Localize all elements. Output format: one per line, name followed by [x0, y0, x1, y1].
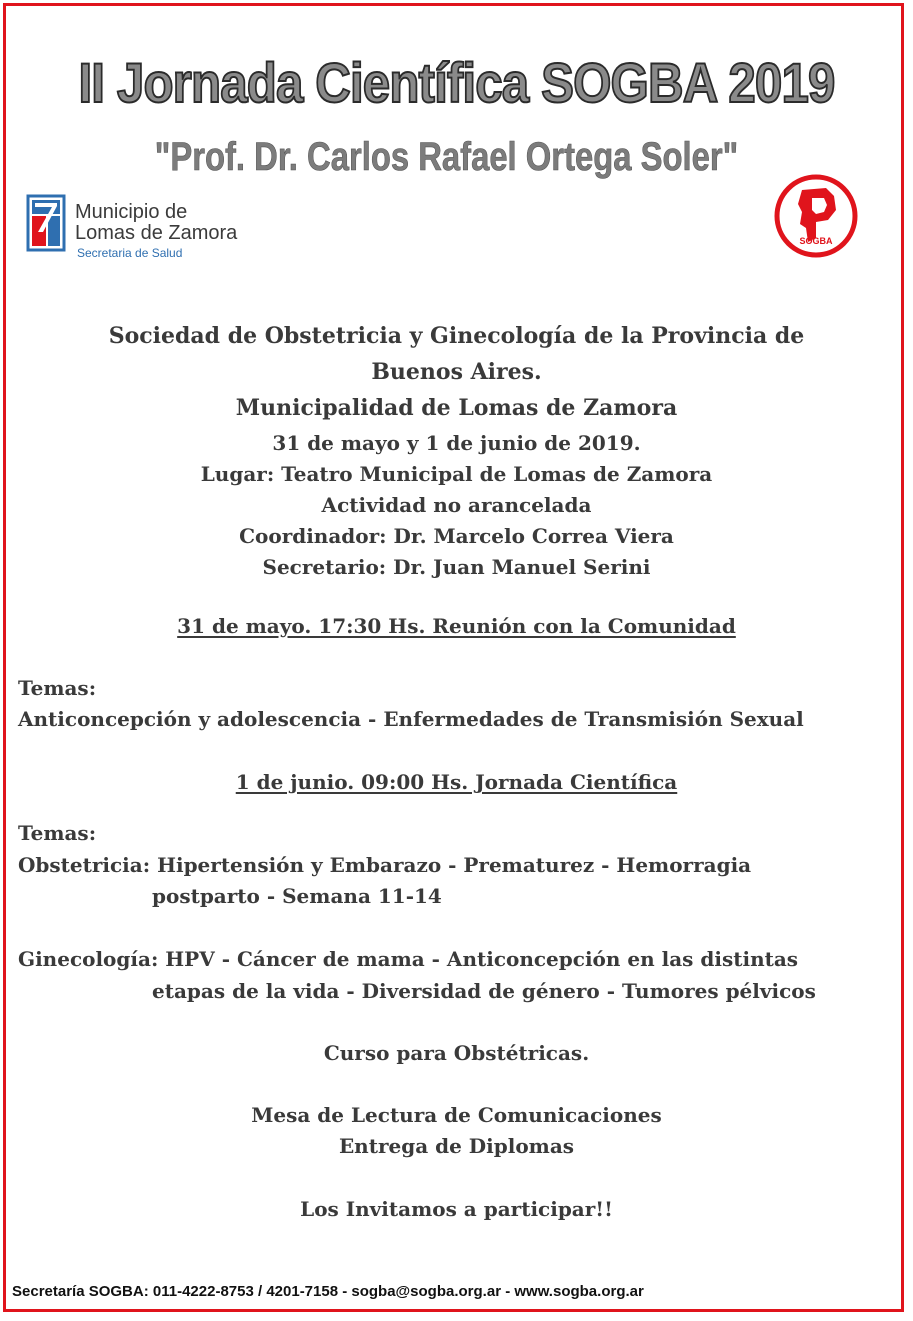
- day1-topics-label: Temas:: [18, 676, 97, 700]
- day1-heading: 31 de mayo. 17:30 Hs. Reunión con la Comunidad: [177, 614, 736, 638]
- obstetricia-line2: postparto - Semana 11-14: [152, 884, 442, 908]
- diplomas-line: Entrega de Diplomas: [338, 1134, 575, 1158]
- invite-line: Los Invitamos a participar!!: [300, 1197, 613, 1221]
- footer-contact: Secretaría SOGBA: 011-4222-8753 / 4201-7158 - sogba@sogba.org.ar - www.sogba.org.ar: [12, 1283, 644, 1300]
- sogba-logo: [772, 172, 860, 260]
- org-name-line1: Sociedad de Obstetricia y Ginecología de la Provincia de: [108, 323, 805, 349]
- course-line: Curso para Obstétricas.: [323, 1041, 590, 1065]
- obstetricia-line1: Obstetricia: Hipertensión y Embarazo - Prematurez - Hemorragia: [18, 853, 752, 877]
- mesa-line: Mesa de Lectura de Comunicaciones: [251, 1103, 662, 1127]
- sogba-emblem-icon: [772, 172, 860, 260]
- org-name-line2: Buenos Aires.: [371, 359, 542, 385]
- secretary-line: Secretario: Dr. Juan Manuel Serini: [262, 555, 651, 579]
- ginecologia-line1: Ginecología: HPV - Cáncer de mama - Anticoncepción en las distintas: [18, 947, 799, 971]
- page-subtitle: "Prof. Dr. Carlos Rafael Ortega Soler": [154, 135, 739, 179]
- dates-line: 31 de mayo y 1 de junio de 2019.: [272, 431, 641, 455]
- municipio-subtitle: Secretaria de Salud: [77, 246, 183, 260]
- municipio-logo: [22, 190, 260, 264]
- municipio-name: [75, 202, 237, 244]
- municipality-line: Municipalidad de Lomas de Zamora: [235, 395, 678, 421]
- day2-topics-label: Temas:: [18, 821, 97, 845]
- ginecologia-line2: etapas de la vida - Diversidad de género - Tumores pélvicos: [152, 979, 816, 1003]
- sogba-logo-text: SOGBA: [799, 236, 833, 246]
- day1-topics: Anticoncepción y adolescencia - Enfermedades de Transmisión Sexual: [18, 707, 804, 731]
- municipio-name-line1: Municipio de: [75, 201, 188, 223]
- place-line: Lugar: Teatro Municipal de Lomas de Zamora: [200, 462, 713, 486]
- municipio-emblem-icon: [26, 194, 66, 252]
- page-title: II Jornada Científica SOGBA 2019: [78, 51, 835, 114]
- coordinator-line: Coordinador: Dr. Marcelo Correa Viera: [239, 524, 674, 548]
- fee-line: Actividad no arancelada: [321, 493, 592, 517]
- municipio-name-line2: Lomas de Zamora: [75, 222, 238, 244]
- day2-heading: 1 de junio. 09:00 Hs. Jornada Científica: [235, 770, 678, 794]
